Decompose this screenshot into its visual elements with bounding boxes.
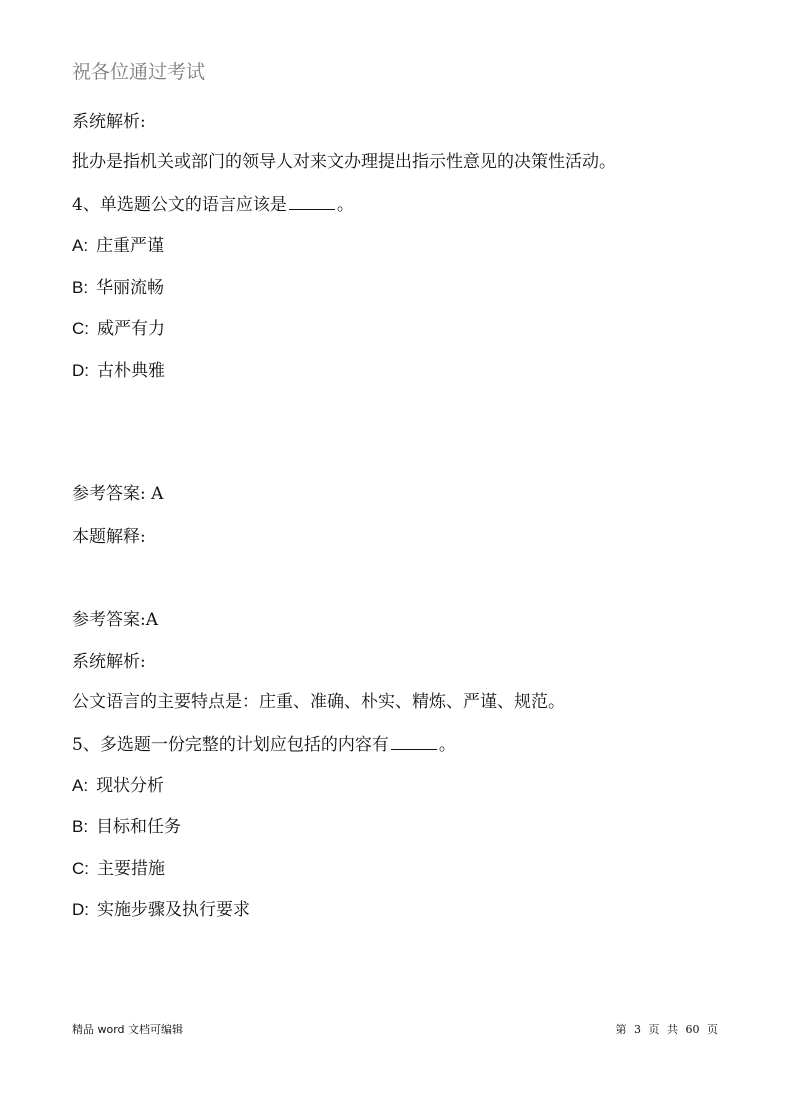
option-letter: C: [72,859,89,878]
footer-page-number: 第 3 页 共 60 页 [615,1023,718,1036]
option-text: 实施步骤及执行要求 [97,900,250,920]
option-text: 现状分析 [96,776,165,796]
question-4-prefix: 4、单选题公文的语言应该是 [72,195,287,215]
option-text: 威严有力 [97,319,165,339]
option-text: 主要措施 [97,859,165,879]
question-4-option-d [72,359,165,383]
analysis-label: 系统解析: [72,112,146,132]
analysis-label-2: 系统解析: [72,652,146,672]
question-4-option-a [72,234,164,258]
option-text: 目标和任务 [96,817,182,837]
question-4-stem [72,193,354,217]
answer-label: 参考答案: A [72,484,164,504]
option-letter: A: [72,236,89,255]
page-header-title: 祝各位通过考试 [72,61,206,83]
option-letter: D: [72,361,89,380]
question-5-option-d [72,898,250,922]
option-text: 华丽流畅 [96,278,165,298]
option-text: 古朴典雅 [97,361,165,381]
question-5-blank [391,733,437,750]
option-letter: A: [72,776,89,795]
question-4-blank [289,193,335,210]
option-letter: B: [72,817,89,836]
footer-left-text: 精品 word 文档可编辑 [72,1023,184,1036]
question-5-option-a [72,774,164,798]
option-letter: B: [72,278,89,297]
question-5-suffix: 。 [438,735,456,755]
question-4-option-b [72,276,164,300]
answer-label-2: 参考答案:A [72,610,159,630]
analysis-text-2: 公文语言的主要特点是：庄重、准确、朴实、精炼、严谨、规范。 [72,692,565,712]
question-5-prefix: 5、多选题一份完整的计划应包括的内容有 [72,735,389,755]
question-5-stem [72,733,456,757]
question-4-suffix: 。 [336,195,354,215]
option-letter: C: [72,319,89,338]
analysis-text: 批办是指机关或部门的领导人对来文办理提出指示性意见的决策性活动。 [72,152,616,172]
question-5-option-b [72,815,181,839]
question-4-option-c [72,317,165,341]
question-5-option-c [72,857,165,881]
option-letter: D: [72,900,89,919]
option-text: 庄重严谨 [96,236,165,256]
explain-label: 本题解释: [72,527,146,547]
